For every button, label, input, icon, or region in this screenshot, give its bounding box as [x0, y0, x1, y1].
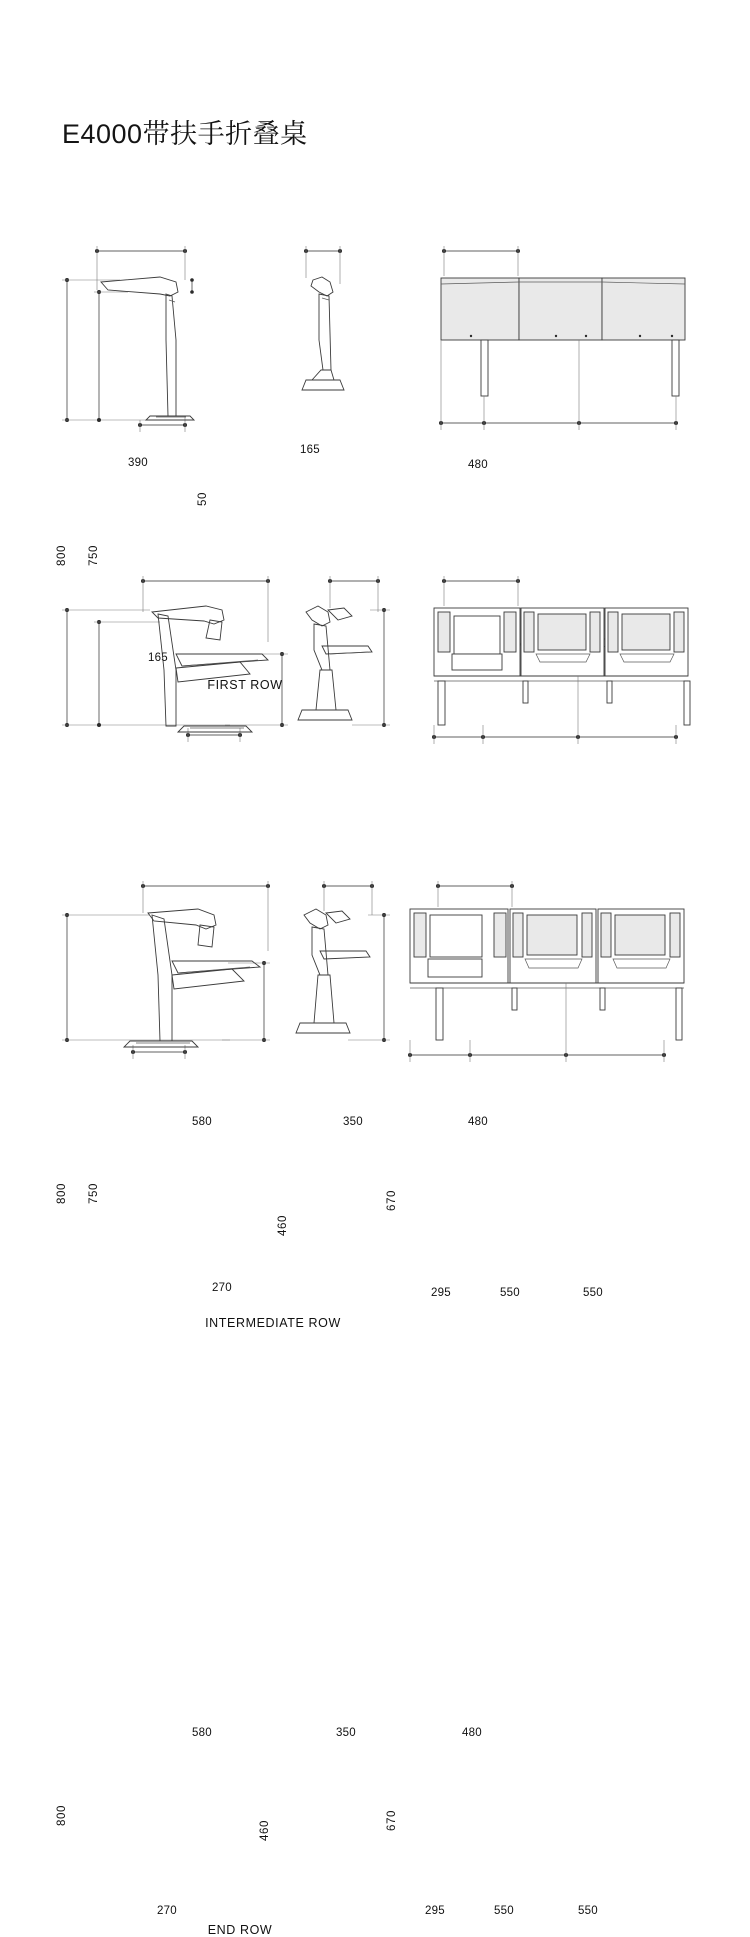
- dim-end-narrow-height: 670: [386, 1810, 398, 1831]
- dim-first-side-height-total: 800: [56, 545, 68, 566]
- dim-first-side-width: 390: [128, 457, 148, 469]
- dim-end-front-space-2: 550: [578, 1905, 598, 1917]
- dim-inter-side-height-total: 800: [56, 1183, 68, 1204]
- end-row-caption: END ROW: [207, 1923, 273, 1937]
- dim-first-side-base-depth: 165: [148, 652, 168, 664]
- dim-end-side-height-total: 800: [56, 1805, 68, 1826]
- dim-inter-side-height-seat: 750: [88, 1183, 100, 1204]
- dim-inter-front-space-1: 550: [500, 1287, 520, 1299]
- first-row-caption: FIRST ROW: [207, 678, 283, 692]
- dim-inter-front-unit-width: 480: [468, 1116, 488, 1128]
- dim-first-narrow-width: 165: [300, 444, 320, 456]
- first-row-block: [0, 220, 750, 692]
- dim-end-front-unit-width: 480: [462, 1727, 482, 1739]
- dim-first-side-arm-thickness: 50: [197, 492, 209, 506]
- intermediate-row-caption: INTERMEDIATE ROW: [205, 1316, 341, 1330]
- dim-end-front-space-1: 550: [494, 1905, 514, 1917]
- dim-inter-front-space-2: 550: [583, 1287, 603, 1299]
- intermediate-row-drawing: [0, 550, 750, 840]
- dim-inter-narrow-height: 670: [386, 1190, 398, 1211]
- dim-inter-front-space-0: 295: [431, 1287, 451, 1299]
- dim-end-side-seat-height: 460: [259, 1820, 271, 1841]
- dim-inter-side-width: 580: [192, 1116, 212, 1128]
- dim-inter-narrow-width: 350: [343, 1116, 363, 1128]
- dim-end-side-width: 580: [192, 1727, 212, 1739]
- page-title: E4000带扶手折叠桌: [62, 119, 308, 149]
- end-row-drawing: [0, 855, 750, 1115]
- first-row-drawing: [0, 220, 750, 500]
- dim-inter-side-base-depth: 270: [212, 1282, 232, 1294]
- dim-end-side-base-depth: 270: [157, 1905, 177, 1917]
- dim-inter-side-seat-height: 460: [277, 1215, 289, 1236]
- dim-first-side-height-seat: 750: [88, 545, 100, 566]
- intermediate-row-block: [0, 550, 750, 1330]
- dim-end-front-space-0: 295: [425, 1905, 445, 1917]
- dim-first-front-unit-width: 480: [468, 459, 488, 471]
- dim-end-narrow-width: 350: [336, 1727, 356, 1739]
